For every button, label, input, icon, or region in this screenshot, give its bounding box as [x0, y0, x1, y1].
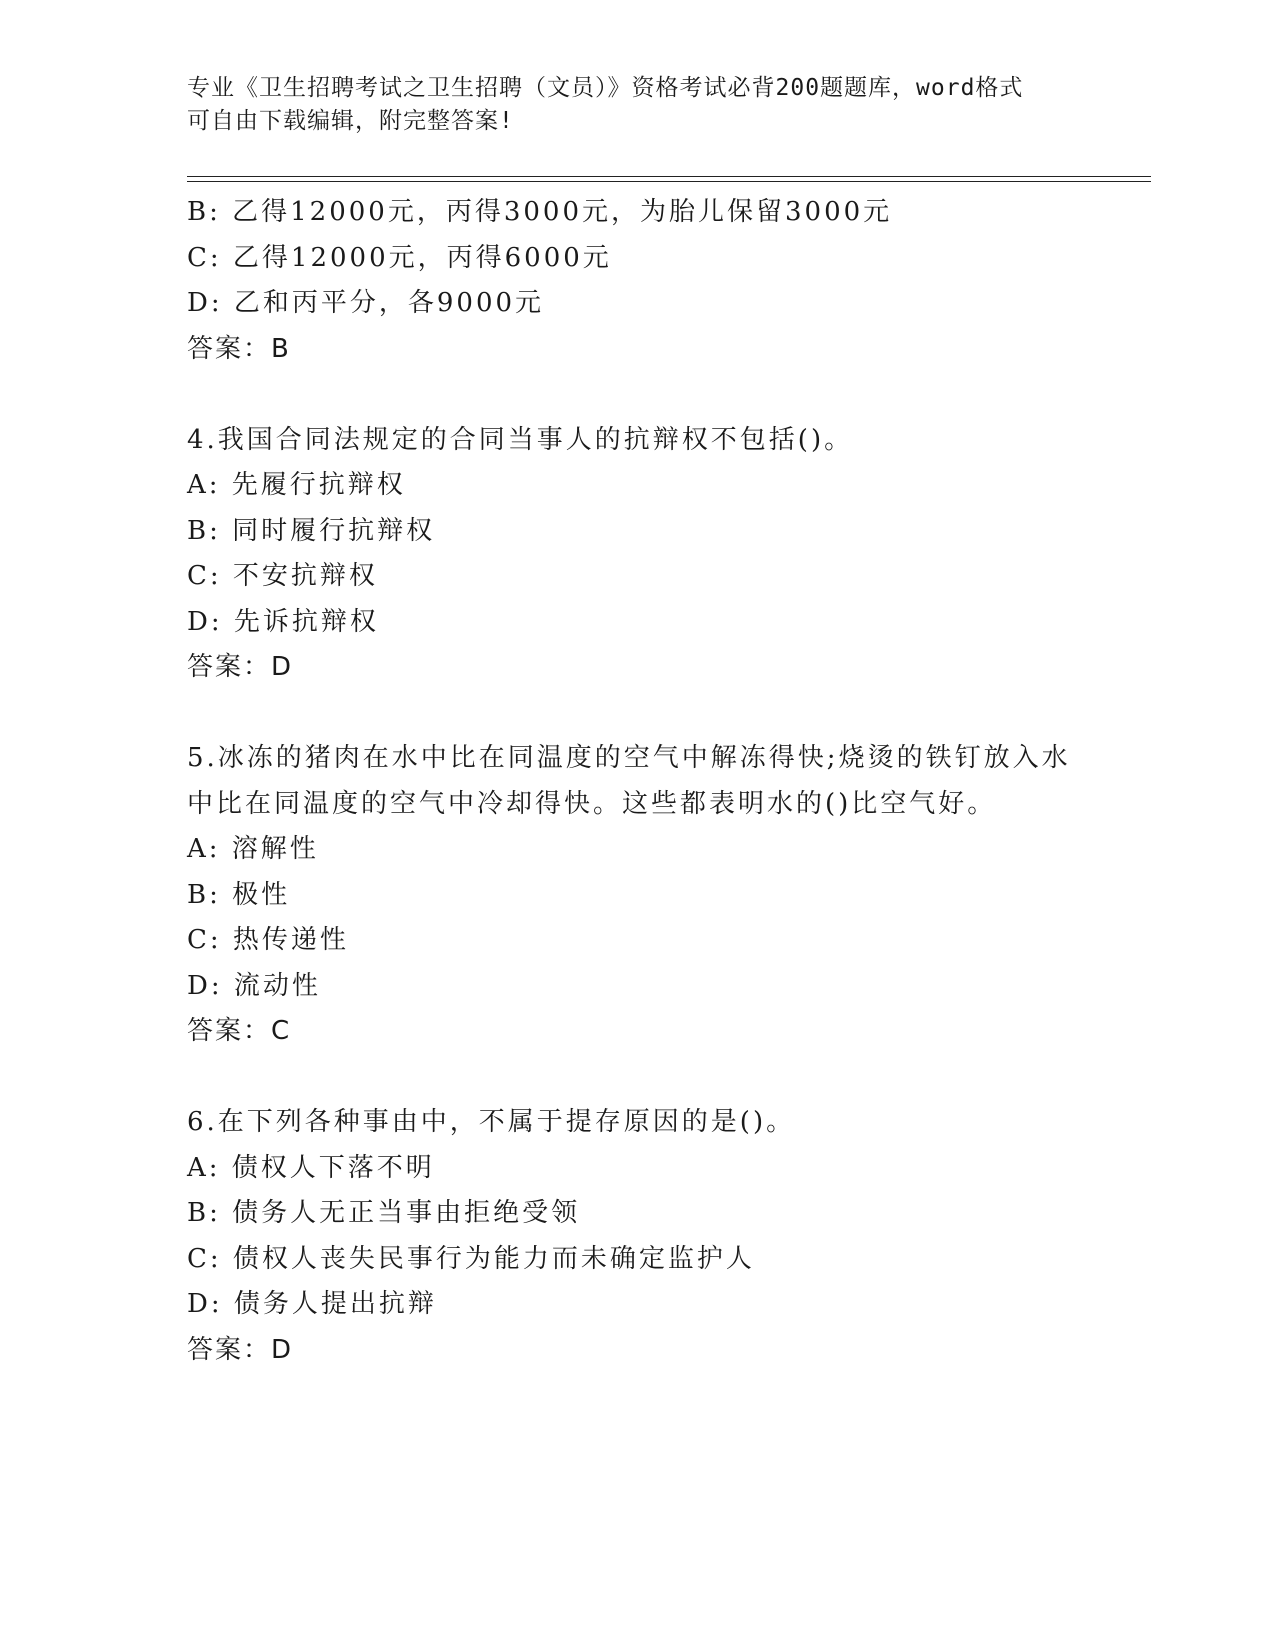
- question-5: [187, 736, 1087, 1055]
- header-rule-top: [187, 176, 1151, 177]
- q4-option-b: B: 同时履行抗辩权: [187, 515, 436, 546]
- q6-answer: 答案：D: [187, 1334, 294, 1365]
- q5-option-a: A: 溶解性: [187, 834, 319, 864]
- question-3-tail: [187, 190, 1087, 372]
- q5-option-b: B: 极性: [187, 879, 291, 910]
- q5-stem-line-2: 中比在同温度的空气中冷却得快。这些都表明水的()比空气好。: [187, 788, 997, 819]
- spacer: [187, 372, 1087, 418]
- header-line-1: 专业《卫生招聘考试之卫生招聘（文员）》资格考试必背200题题库，word格式: [187, 75, 1024, 101]
- q3-answer: 答案：B: [187, 333, 291, 364]
- q3-option-d: D: 乙和丙平分，各9000元: [187, 288, 545, 318]
- q4-option-a: A: 先履行抗辩权: [187, 470, 406, 500]
- q6-option-a: A: 债权人下落不明: [187, 1152, 435, 1183]
- question-4: [187, 418, 1087, 691]
- header-rule-bottom: [187, 181, 1151, 182]
- q6-option-c: C: 债权人丧失民事行为能力而未确定监护人: [187, 1243, 755, 1274]
- q3-option-c: C: 乙得12000元，丙得6000元: [187, 242, 612, 273]
- header-line-2: 可自由下载编辑，附完整答案!: [187, 108, 514, 134]
- q6-stem: 6.在下列各种事由中，不属于提存原因的是()。: [187, 1107, 796, 1137]
- spacer: [187, 691, 1087, 737]
- q5-answer: 答案：C: [187, 1016, 292, 1046]
- q6-option-d: D: 债务人提出抗辩: [187, 1289, 437, 1319]
- q3-option-b: B: 乙得12000元，丙得3000元，为胎儿保留3000元: [187, 197, 893, 227]
- q4-answer: 答案：D: [187, 652, 294, 682]
- question-6: [187, 1100, 1087, 1373]
- question-list: [187, 190, 1087, 1373]
- q4-option-d: D: 先诉抗辩权: [187, 606, 379, 637]
- q5-stem-line-1: 5.冰冻的猪肉在水中比在同温度的空气中解冻得快;烧烫的铁钉放入水: [187, 743, 1071, 773]
- q5-option-d: D: 流动性: [187, 970, 321, 1001]
- q4-option-c: C: 不安抗辩权: [187, 561, 378, 591]
- q4-stem: 4.我国合同法规定的合同当事人的抗辩权不包括()。: [187, 424, 854, 455]
- q5-option-c: C: 热传递性: [187, 925, 349, 955]
- spacer: [187, 1055, 1087, 1101]
- q6-option-b: B: 债务人无正当事由拒绝受领: [187, 1198, 581, 1228]
- document-header: [187, 72, 1087, 138]
